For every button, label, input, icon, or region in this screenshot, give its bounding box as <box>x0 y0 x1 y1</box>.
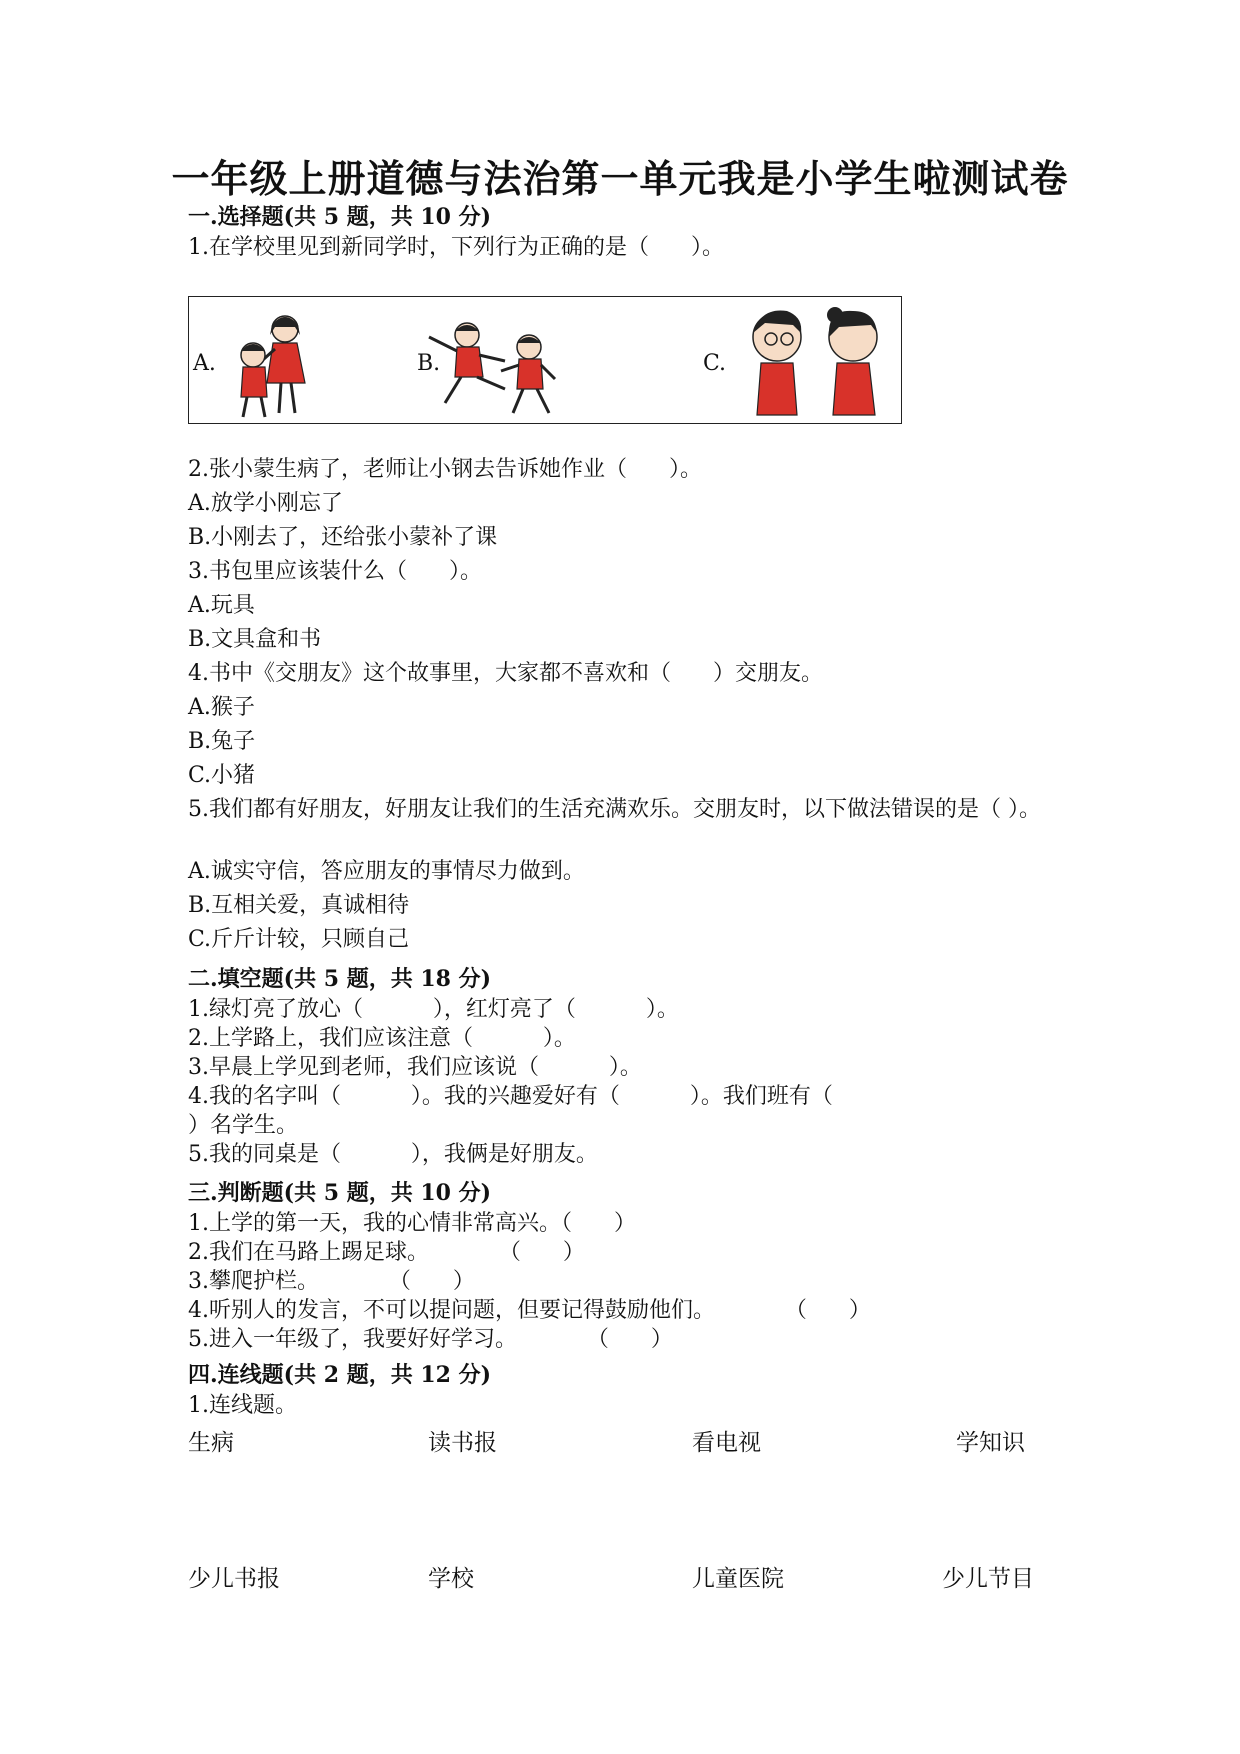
true-false-1: 1.上学的第一天，我的心情非常高兴。（ ） <box>188 1211 636 1236</box>
question-3: 3.书包里应该装什么（ ）。 <box>188 559 482 584</box>
children-helping-illustration <box>225 305 315 421</box>
q5-option-c: C.斤斤计较，只顾自己 <box>188 927 410 952</box>
true-false-3: 3.攀爬护栏。 （ ） <box>188 1269 475 1294</box>
q4-option-a: A.猴子 <box>188 695 255 720</box>
match-top-4: 学知识 <box>956 1430 1025 1456</box>
option-b-label: B. <box>417 351 441 376</box>
question-5: 5.我们都有好朋友，好朋友让我们的生活充满欢乐。交朋友时，以下做法错误的是（ ）。 <box>188 797 1041 822</box>
q2-option-a: A.放学小刚忘了 <box>188 491 343 516</box>
q1-option-images <box>188 296 902 424</box>
question-4: 4.书中《交朋友》这个故事里，大家都不喜欢和（ ）交朋友。 <box>188 661 823 686</box>
q3-option-b: B.文具盒和书 <box>188 627 322 652</box>
q5-option-a: A.诚实守信，答应朋友的事情尽力做到。 <box>188 859 585 884</box>
match-bottom-1: 少儿书报 <box>188 1566 280 1592</box>
match-bottom-3: 儿童医院 <box>692 1566 784 1592</box>
q5-option-b: B.互相关爱，真诚相待 <box>188 893 410 918</box>
question-2: 2.张小蒙生病了，老师让小钢去告诉她作业（ ）。 <box>188 457 702 482</box>
match-top-2: 读书报 <box>428 1430 497 1456</box>
q4-option-b: B.兔子 <box>188 729 256 754</box>
match-top-3: 看电视 <box>692 1430 761 1456</box>
match-bottom-2: 学校 <box>428 1566 474 1592</box>
match-bottom-4: 少儿节目 <box>942 1566 1034 1592</box>
question-1: 1.在学校里见到新同学时，下列行为正确的是（ ）。 <box>188 235 724 260</box>
children-fighting-illustration <box>425 317 575 417</box>
option-c-label: C. <box>703 351 727 376</box>
fill-blank-3: 3.早晨上学见到老师，我们应该说（ ）。 <box>188 1055 642 1080</box>
section-heading-choice: 一.选择题(共 5 题，共 10 分) <box>188 204 492 230</box>
fill-blank-2: 2.上学路上，我们应该注意（ ）。 <box>188 1026 576 1051</box>
children-ignoring-illustration <box>735 303 895 421</box>
fill-blank-4: 4.我的名字叫（ ）。我的兴趣爱好有（ ）。我们班有（ <box>188 1084 833 1109</box>
page-title: 一年级上册道德与法治第一单元我是小学生啦测试卷 <box>171 156 1069 201</box>
fill-blank-4-cont: ）名学生。 <box>188 1113 299 1138</box>
fill-blank-1: 1.绿灯亮了放心（ ），红灯亮了（ ）。 <box>188 997 679 1022</box>
true-false-4: 4.听别人的发言，不可以提问题，但要记得鼓励他们。 （ ） <box>188 1298 871 1323</box>
section-heading-matching: 四.连线题(共 2 题，共 12 分) <box>188 1362 492 1388</box>
q2-option-b: B.小刚去了，还给张小蒙补了课 <box>188 525 498 550</box>
match-top-1: 生病 <box>188 1430 234 1456</box>
matching-question-1: 1.连线题。 <box>188 1393 297 1418</box>
option-a-label: A. <box>193 351 216 376</box>
fill-blank-5: 5.我的同桌是（ ），我俩是好朋友。 <box>188 1142 598 1167</box>
section-heading-true-false: 三.判断题(共 5 题，共 10 分) <box>188 1180 492 1206</box>
q4-option-c: C.小猪 <box>188 763 256 788</box>
section-heading-fill-blank: 二.填空题(共 5 题，共 18 分) <box>188 966 492 992</box>
true-false-5: 5.进入一年级了，我要好好学习。 （ ） <box>188 1327 673 1352</box>
true-false-2: 2.我们在马路上踢足球。 （ ） <box>188 1240 585 1265</box>
q3-option-a: A.玩具 <box>188 593 255 618</box>
